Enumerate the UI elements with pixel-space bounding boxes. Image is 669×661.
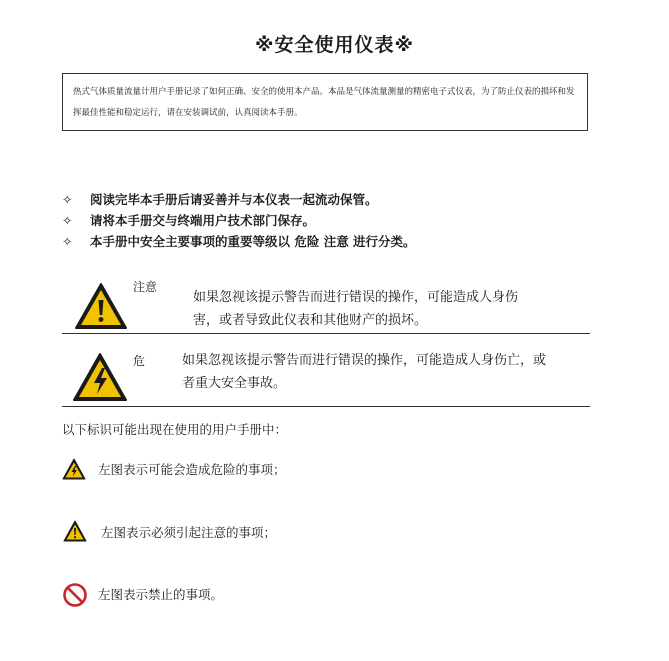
caution-triangle-icon (63, 520, 87, 542)
diamond-star-icon: ✧ (62, 192, 73, 207)
symbols-intro: 以下标识可能出现在使用的用户手册中： (62, 422, 288, 437)
list-item (62, 231, 416, 252)
symbol-text-prohibition: 左图表示禁止的事项。 (98, 587, 224, 602)
caution-line-1: 如果忽视该提示警告而进行错误的操作，可能造成人身伤 (193, 290, 519, 305)
danger-text (182, 349, 587, 395)
danger-line-2: 者重大安全事故。 (182, 376, 287, 391)
warning-exclamation-icon (74, 282, 128, 330)
divider (62, 333, 590, 334)
divider (62, 406, 590, 407)
danger-row (62, 346, 590, 404)
bullet-text: 本手册中安全主要事项的重要等级以 危险 注意 进行分类。 (90, 234, 416, 249)
bullet-list (62, 189, 416, 252)
symbol-text-danger: 左图表示可能会造成危险的事项； (98, 462, 286, 477)
list-item (62, 189, 416, 210)
diamond-star-icon: ✧ (62, 234, 73, 249)
caution-line-2: 害，或者导致此仪表和其他财产的损坏。 (193, 313, 428, 328)
bullet-text: 阅读完毕本手册后请妥善并与本仪表一起流动保管。 (90, 192, 378, 207)
prohibition-icon (62, 582, 88, 608)
caution-row (62, 276, 590, 332)
list-item (62, 210, 416, 231)
danger-line-1: 如果忽视该提示警告而进行错误的操作，可能造成人身伤亡，或 (182, 353, 547, 368)
danger-triangle-icon (62, 458, 86, 480)
caution-label: 注意 (133, 280, 158, 294)
page-title: ※安全使用仪表※ (255, 34, 414, 56)
intro-box: 热式气体质量流量计用户手册记录了如何正确、安全的使用本产品。本品是气体流量测量的精密电子式仪表，为了防止仪表的损坏和发挥最佳性能和稳定运行，请在安装调试前，认真阅读本手册。 (62, 73, 588, 131)
caution-text (193, 286, 593, 332)
high-voltage-icon (72, 352, 128, 402)
bullet-text: 请将本手册交与终端用户技术部门保存。 (90, 213, 316, 228)
symbol-text-caution: 左图表示必须引起注意的事项； (101, 525, 277, 540)
danger-label: 危 (133, 354, 146, 368)
diamond-star-icon: ✧ (62, 213, 73, 228)
